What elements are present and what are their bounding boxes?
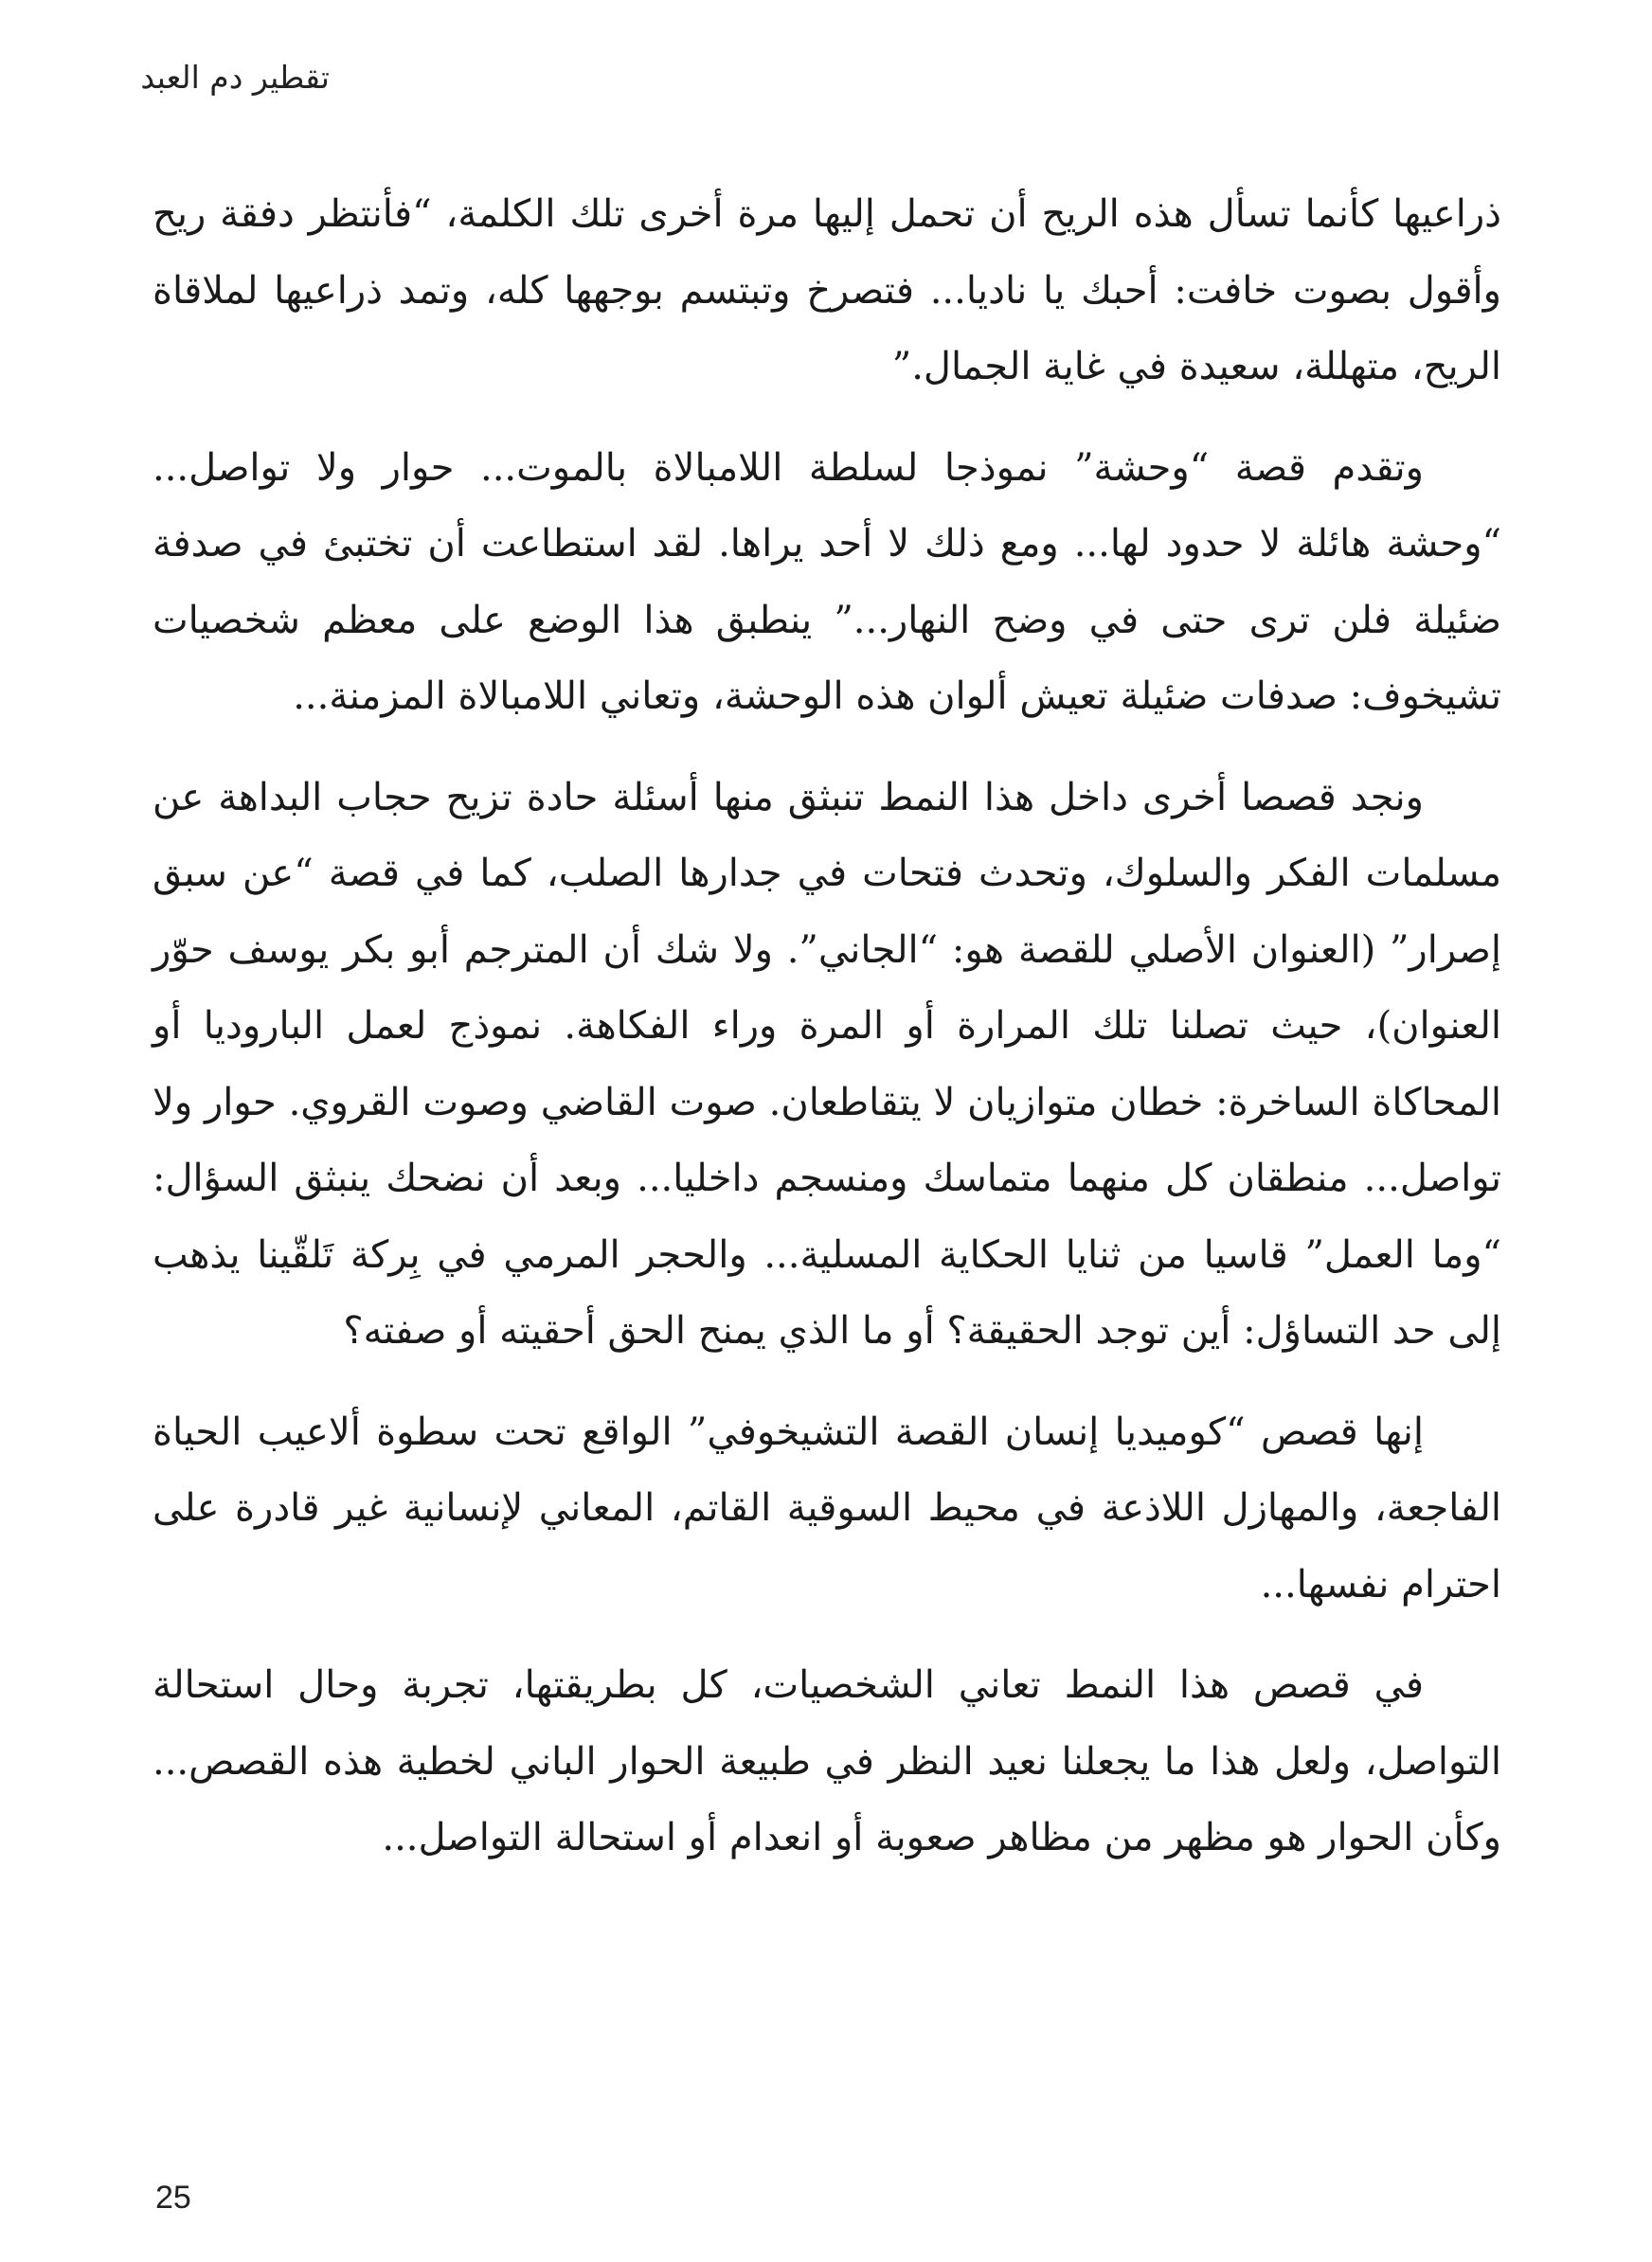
paragraph-1: ذراعيها كأنما تسأل هذه الريح أن تحمل إليها مرة أخرى تلك الكلمة، “فأنتظر دفقة ريح وأقول بصوت خافت: أحبك يا ناديا... فتصرخ وتبتسم بوجهها كله، وتمد ذراعيها لملاقاة الريح، متهللة، سعيدة في غاية الجمال.” [153, 192, 1501, 388]
page-number: 25 [155, 2180, 191, 2216]
paragraph-3: ونجد قصصا أخرى داخل هذا النمط تنبثق منها أسئلة حادة تزيح حجاب البداهة عن مسلمات الفكر والسلوك، وتحدث فتحات في جدارها الصلب، كما في قصة “عن سبق إصرار” (العنوان الأصلي للقصة هو: “الجاني”. ولا شك أن المترجم أبو بكر يوسف حوّر العنوان)، حيث تصلنا تلك المرارة أو المرة وراء الفكاهة. نموذج لعمل الباروديا أو المحاكاة الساخرة: خطان متوازيان لا يتقاطعان. صوت القاضي وصوت القروي. حوار ولا تواصل... منطقان كل منهما متماسك ومنسجم داخليا... وبعد أن نضحك ينبثق السؤال: “وما العمل” قاسيا من ثنايا الحكاية المسلية... والحجر المرمي في بِركة تَلقّينا يذهب إلى حد التساؤل: أين توجد الحقيقة؟ أو ما الذي يمنح الحق أحقيته أو صفته؟ [153, 775, 1501, 1353]
running-head-title: تقطير دم العبد [140, 59, 330, 96]
paragraph-2: وتقدم قصة “وحشة” نموذجا لسلطة اللامبالاة بالموت... حوار ولا تواصل... “وحشة هائلة لا حدود لها... ومع ذلك لا أحد يراها. لقد استطاعت أن تختبئ في صدفة ضئيلة فلن ترى حتى في وضح النهار...” ينطبق هذا الوضع على معظم شخصيات تشيخوف: صدفات ضئيلة تعيش ألوان هذه الوحشة، وتعاني اللامبالاة المزمنة... [153, 445, 1501, 718]
page-body [153, 176, 1501, 1901]
paragraph-5: في قصص هذا النمط تعاني الشخصيات، كل بطريقتها، تجربة وحال استحالة التواصل، ولعل هذا ما يجعلنا نعيد النظر في طبيعة الحوار الباني لخطية هذه القصص... وكأن الحوار هو مظهر من مظاهر صعوبة أو انعدام أو استحالة التواصل... [153, 1663, 1501, 1859]
paragraph-4: إنها قصص “كوميديا إنسان القصة التشيخوفي” الواقع تحت سطوة ألاعيب الحياة الفاجعة، والمهازل اللاذعة في محيط السوقية القاتم، المعاني لإنسانية غير قادرة على احترام نفسها... [153, 1409, 1501, 1607]
